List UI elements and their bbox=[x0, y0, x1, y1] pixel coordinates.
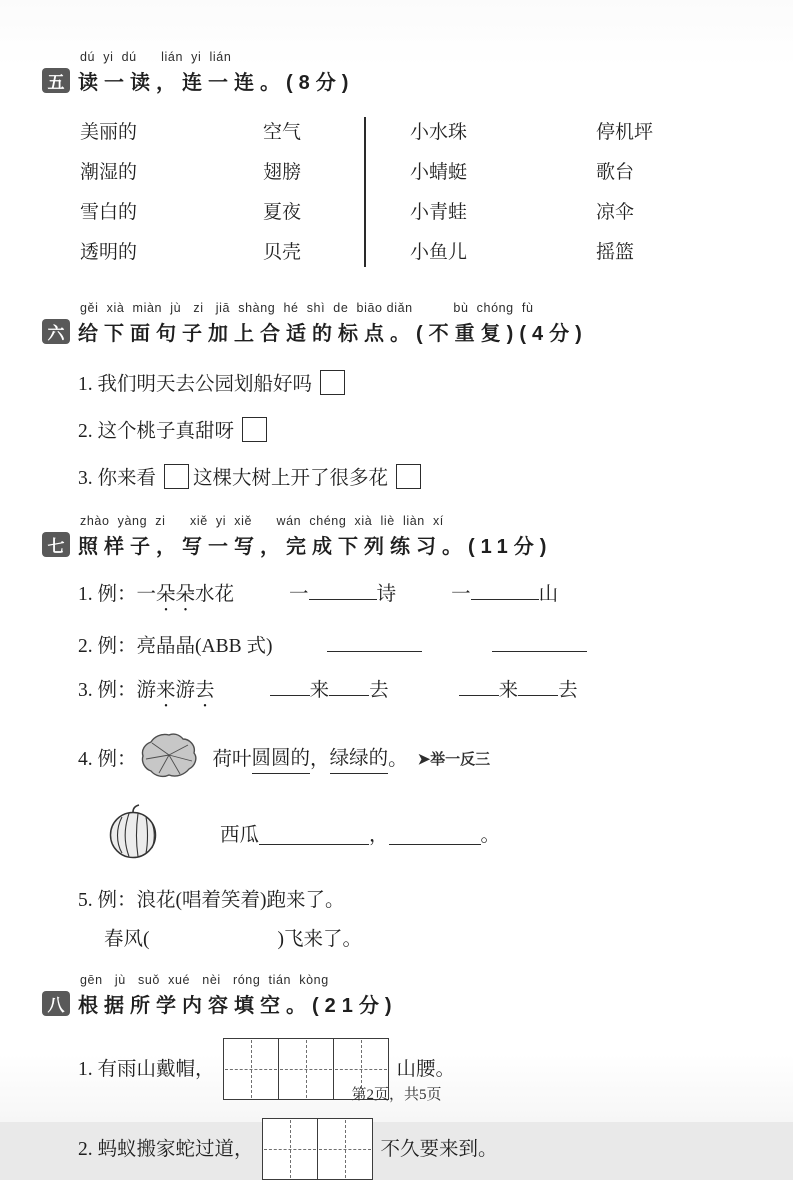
item-text: 山腰。 bbox=[396, 1058, 456, 1080]
section6-pinyin: gěi xià miàn jù zi jiā shàng hé shì de biāo diǎn bù chóng fù bbox=[80, 301, 534, 315]
item-text: 2. 蚂蚁搬家蛇过道， bbox=[78, 1138, 254, 1160]
item-text: 来 bbox=[309, 680, 330, 701]
section7-pinyin: zhào yàng zi xiě yi xiě wán chéng xià liè liàn xí bbox=[80, 514, 444, 528]
item-text: 诗 bbox=[376, 584, 397, 605]
fill-blank bbox=[471, 581, 539, 600]
match-column-nouns bbox=[263, 121, 301, 281]
punctuation-answer-box bbox=[164, 464, 189, 489]
match-column-objects bbox=[596, 121, 653, 281]
item-text: 来 bbox=[498, 680, 519, 701]
punctuation-answer-box bbox=[396, 464, 421, 489]
item-text-emphasized: 去 bbox=[195, 680, 215, 701]
fill-blank bbox=[309, 581, 377, 600]
match-item: 摇篮 bbox=[596, 242, 635, 263]
item-text-underlined: 绿绿的 bbox=[330, 745, 389, 774]
match-item: 歌台 bbox=[596, 162, 635, 183]
fill-blank bbox=[270, 677, 310, 696]
item-text: 游 bbox=[175, 680, 196, 701]
character-writing-grid bbox=[262, 1118, 373, 1180]
item-text-underlined: 圆圆的 bbox=[252, 745, 311, 774]
item-text: 山 bbox=[538, 584, 559, 605]
section6-number-badge: 六 bbox=[42, 319, 70, 344]
match-column-adjectives bbox=[80, 121, 137, 281]
section5-number-badge: 五 bbox=[42, 68, 70, 93]
fill-blank bbox=[259, 826, 369, 845]
exercise7-item2 bbox=[78, 633, 793, 660]
matching-exercise bbox=[80, 121, 793, 279]
punctuation-sentence-1 bbox=[78, 370, 793, 398]
section8-pinyin: gēn jù suǒ xué nèi róng tián kòng bbox=[80, 973, 329, 987]
match-item: 潮湿的 bbox=[80, 162, 138, 183]
exercise7-item1 bbox=[78, 581, 793, 616]
section7-title: 照样子，写一写，完成下列练习。(11分) bbox=[78, 536, 553, 558]
exercise7-item4-answer bbox=[104, 803, 793, 867]
exercise7-item4-example bbox=[78, 732, 793, 786]
section5-pinyin: dú yi dú lián yi lián bbox=[80, 50, 232, 64]
exercise8-item2 bbox=[78, 1118, 793, 1180]
page-number-footer: 第2页，共5页 bbox=[351, 1087, 442, 1103]
writing-cell bbox=[263, 1119, 318, 1179]
match-item: 夏夜 bbox=[263, 202, 302, 223]
sentence-text: 这棵大树上开了很多花 bbox=[193, 468, 389, 489]
section5-header bbox=[42, 66, 793, 95]
match-divider-line bbox=[364, 117, 366, 267]
item-text: 。 bbox=[480, 824, 501, 846]
match-item: 小蜻蜓 bbox=[410, 162, 468, 183]
item-text: 4. 例： bbox=[78, 748, 137, 770]
item-text: 西瓜 bbox=[220, 824, 260, 846]
match-item: 空气 bbox=[263, 122, 302, 143]
exercise7-item3 bbox=[78, 677, 793, 712]
item-text: ， bbox=[310, 748, 330, 770]
section8-title: 根据所学内容填空。(21分) bbox=[78, 995, 398, 1017]
lotus-leaf-illustration bbox=[139, 732, 199, 786]
match-item: 美丽的 bbox=[80, 122, 138, 143]
arrow-icon: ➤ bbox=[417, 750, 431, 768]
item-text: 1. 例：一 bbox=[78, 584, 157, 605]
match-item: 凉伞 bbox=[596, 202, 635, 223]
match-item: 雪白的 bbox=[80, 202, 138, 223]
match-column-animals bbox=[410, 121, 467, 281]
sentence-text: 1. 我们明天去公园划船好吗 bbox=[78, 374, 313, 395]
punctuation-answer-box bbox=[242, 417, 267, 442]
exercise7-item5-example bbox=[78, 887, 793, 914]
watermelon-illustration bbox=[106, 803, 160, 867]
section8-number-badge: 八 bbox=[42, 991, 70, 1016]
item-text: 荷叶 bbox=[212, 748, 252, 770]
fill-blank bbox=[329, 677, 369, 696]
fill-blank bbox=[389, 826, 481, 845]
item-text: 去 bbox=[369, 680, 389, 701]
writing-cell bbox=[318, 1119, 372, 1179]
sentence-text: 2. 这个桃子真甜呀 bbox=[78, 421, 235, 442]
match-item: 翅膀 bbox=[263, 162, 302, 183]
match-item: 停机坪 bbox=[596, 122, 654, 143]
sentence-text: 3. 你来看 bbox=[78, 468, 157, 489]
item-text: 一 bbox=[289, 584, 309, 605]
exercise7-item5-answer bbox=[104, 926, 793, 953]
item-text: 。 bbox=[388, 748, 408, 770]
match-item: 小青蛙 bbox=[410, 202, 468, 223]
match-item: 贝壳 bbox=[263, 242, 302, 263]
item-text: ， bbox=[369, 824, 389, 846]
section7-number-badge: 七 bbox=[42, 532, 70, 557]
punctuation-sentence-2 bbox=[78, 417, 793, 445]
item-text: 水花 bbox=[195, 584, 235, 605]
match-item: 小水珠 bbox=[410, 122, 468, 143]
item-text-emphasized: 朵朵 bbox=[156, 584, 196, 605]
section6-title: 给下面句子加上合适的标点。(不重复)(4分) bbox=[78, 323, 588, 345]
fill-blank bbox=[327, 633, 422, 652]
fill-blank bbox=[492, 633, 587, 652]
section8-header bbox=[42, 989, 793, 1018]
fill-blank bbox=[518, 677, 558, 696]
item-text: 1. 有雨山戴帽， bbox=[78, 1058, 215, 1080]
item-text: 不久要来到。 bbox=[380, 1138, 498, 1160]
tip-text: 举一反三 bbox=[430, 750, 491, 768]
fill-blank bbox=[459, 677, 499, 696]
item-text: 去 bbox=[558, 680, 578, 701]
section6-header bbox=[42, 317, 793, 346]
item-text-emphasized: 来 bbox=[156, 680, 176, 701]
punctuation-sentence-3 bbox=[78, 464, 793, 492]
match-item: 透明的 bbox=[80, 242, 138, 263]
item-text: 3. 例：游 bbox=[78, 680, 157, 701]
section7-header bbox=[42, 530, 793, 559]
section5-title: 读一读，连一连。(8分) bbox=[78, 72, 355, 94]
item-text: 春风( bbox=[104, 929, 150, 950]
match-item: 小鱼儿 bbox=[410, 242, 468, 263]
item-text: 2. 例：亮晶晶(ABB 式) bbox=[78, 636, 273, 657]
item-text: 5. 例：浪花(唱着笑着)跑来了。 bbox=[78, 890, 345, 911]
punctuation-answer-box bbox=[320, 370, 345, 395]
item-text: 一 bbox=[451, 584, 471, 605]
tip-label bbox=[418, 746, 491, 773]
item-text: )飞来了。 bbox=[277, 929, 362, 950]
